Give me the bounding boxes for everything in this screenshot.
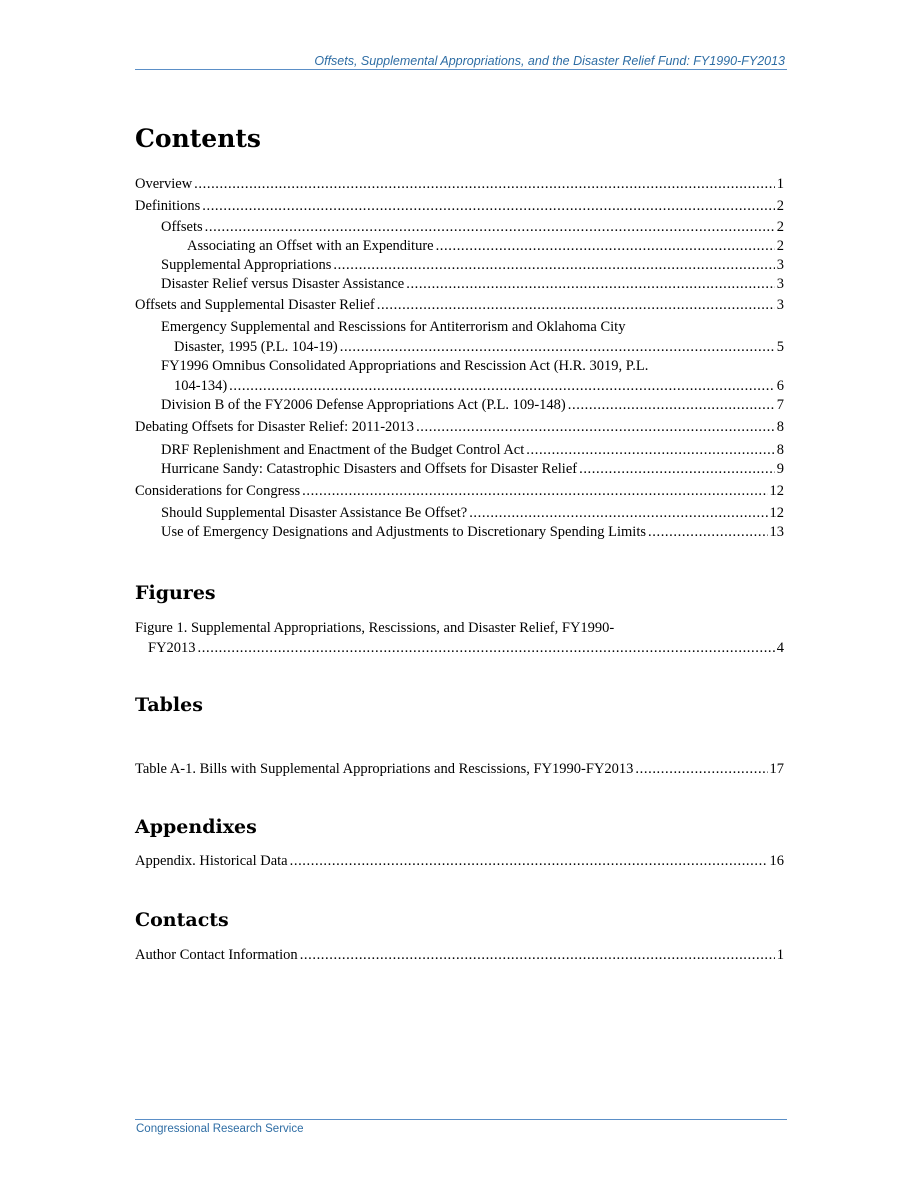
toc-page: 1 bbox=[776, 176, 784, 192]
toc-entry-definitions[interactable] bbox=[135, 196, 784, 217]
contact-entry-author[interactable] bbox=[135, 945, 784, 965]
toc-entry-supplemental-appropriations[interactable] bbox=[135, 255, 784, 274]
toc-entry-offsets[interactable] bbox=[135, 217, 784, 236]
toc-page: 3 bbox=[776, 276, 784, 292]
header-rule bbox=[135, 69, 787, 70]
toc-label: Offsets and Supplemental Disaster Relief bbox=[135, 297, 375, 313]
leader-dots bbox=[333, 255, 774, 275]
toc-label: Author Contact Information bbox=[135, 947, 298, 963]
leader-dots bbox=[198, 638, 775, 658]
toc-page: 3 bbox=[776, 297, 784, 313]
appendix-entry-historical-data[interactable] bbox=[135, 851, 784, 871]
toc-label: Appendix. Historical Data bbox=[135, 853, 288, 869]
toc-entry-division-b-fy2006[interactable] bbox=[135, 395, 784, 417]
contents-list bbox=[135, 174, 784, 542]
toc-page: 2 bbox=[776, 198, 784, 214]
toc-page: 12 bbox=[769, 505, 784, 521]
toc-entry-hurricane-sandy[interactable] bbox=[135, 459, 784, 481]
leader-dots bbox=[194, 174, 775, 194]
toc-label: Offsets bbox=[161, 219, 203, 235]
leader-dots bbox=[648, 522, 767, 542]
toc-label: Hurricane Sandy: Catastrophic Disasters and Offsets for Disaster Relief bbox=[161, 461, 578, 477]
leader-dots bbox=[436, 236, 775, 256]
appendixes-heading: Appendixes bbox=[135, 816, 257, 838]
leader-dots bbox=[526, 440, 774, 460]
leader-dots bbox=[579, 459, 775, 479]
figure-entry-1[interactable] bbox=[135, 618, 784, 658]
appendixes-list bbox=[135, 851, 784, 871]
leader-dots bbox=[568, 395, 775, 415]
leader-dots bbox=[377, 295, 775, 315]
toc-page: 2 bbox=[776, 219, 784, 235]
toc-page: 9 bbox=[776, 461, 784, 477]
contacts-heading: Contacts bbox=[135, 909, 229, 931]
toc-entry-emergency-supplemental-1995[interactable] bbox=[135, 317, 784, 356]
toc-label: DRF Replenishment and Enactment of the Budget Control Act bbox=[161, 442, 525, 458]
toc-entry-emergency-designations[interactable] bbox=[135, 522, 784, 542]
toc-label: Should Supplemental Disaster Assistance Be Offset? bbox=[161, 505, 468, 521]
toc-page: 12 bbox=[769, 483, 784, 499]
toc-entry-associating-offset[interactable] bbox=[135, 236, 784, 255]
toc-label-line2: FY2013 bbox=[148, 640, 196, 656]
figures-list bbox=[135, 618, 784, 658]
contacts-list bbox=[135, 945, 784, 965]
leader-dots bbox=[340, 337, 775, 357]
contents-heading: Contents bbox=[135, 124, 262, 153]
toc-page: 13 bbox=[769, 524, 784, 540]
tables-heading: Tables bbox=[135, 694, 203, 716]
toc-label: Use of Emergency Designations and Adjustments to Discretionary Spending Limits bbox=[161, 524, 647, 540]
toc-page: 7 bbox=[776, 397, 784, 413]
toc-page: 4 bbox=[776, 640, 784, 656]
footer-rule bbox=[135, 1119, 787, 1120]
leader-dots bbox=[635, 759, 767, 779]
leader-dots bbox=[406, 274, 775, 294]
toc-label: Division B of the FY2006 Defense Appropriations Act (P.L. 109-148) bbox=[161, 397, 566, 413]
toc-label: Supplemental Appropriations bbox=[161, 257, 332, 273]
toc-entry-debating-offsets[interactable] bbox=[135, 417, 784, 440]
leader-dots bbox=[290, 851, 768, 871]
toc-page: 2 bbox=[776, 238, 784, 254]
toc-page: 16 bbox=[769, 853, 784, 869]
leader-dots bbox=[300, 945, 775, 965]
toc-label: Debating Offsets for Disaster Relief: 2011-2013 bbox=[135, 419, 415, 435]
toc-page: 3 bbox=[776, 257, 784, 273]
running-header: Offsets, Supplemental Appropriations, and the Disaster Relief Fund: FY1990-FY2013 bbox=[314, 54, 785, 68]
toc-entry-offsets-supplemental-relief[interactable] bbox=[135, 295, 784, 317]
toc-page: 1 bbox=[776, 947, 784, 963]
toc-label-line1: FY1996 Omnibus Consolidated Appropriations and Rescission Act (H.R. 3019, P.L. bbox=[161, 358, 649, 374]
leader-dots bbox=[229, 376, 775, 396]
toc-label: Considerations for Congress bbox=[135, 483, 301, 499]
leader-dots bbox=[302, 481, 767, 501]
toc-label-line1: Figure 1. Supplemental Appropriations, Rescissions, and Disaster Relief, FY1990- bbox=[135, 620, 615, 636]
toc-label-line2: Disaster, 1995 (P.L. 104-19) bbox=[174, 339, 338, 355]
toc-page: 8 bbox=[776, 442, 784, 458]
toc-page: 6 bbox=[776, 378, 784, 394]
leader-dots bbox=[205, 217, 775, 237]
toc-label: Disaster Relief versus Disaster Assistance bbox=[161, 276, 405, 292]
toc-label: Associating an Offset with an Expenditure bbox=[187, 238, 434, 254]
toc-entry-relief-vs-assistance[interactable] bbox=[135, 274, 784, 295]
running-footer: Congressional Research Service bbox=[136, 1123, 304, 1135]
toc-label-line2: 104-134) bbox=[174, 378, 228, 394]
leader-dots bbox=[416, 417, 775, 437]
toc-label: Overview bbox=[135, 176, 193, 192]
toc-page: 5 bbox=[776, 339, 784, 355]
figures-heading: Figures bbox=[135, 582, 216, 604]
leader-dots bbox=[469, 503, 767, 523]
toc-entry-drf-replenishment[interactable] bbox=[135, 440, 784, 459]
toc-label: Definitions bbox=[135, 198, 201, 214]
toc-label-line1: Emergency Supplemental and Rescissions for Antiterrorism and Oklahoma City bbox=[161, 319, 626, 335]
toc-page: 17 bbox=[769, 761, 784, 777]
tables-list bbox=[135, 759, 784, 779]
toc-page: 8 bbox=[776, 419, 784, 435]
table-entry-a1[interactable] bbox=[135, 759, 784, 779]
toc-label: Table A-1. Bills with Supplemental Appropriations and Rescissions, FY1990-FY2013 bbox=[135, 761, 634, 777]
toc-entry-fy1996-omnibus[interactable] bbox=[135, 356, 784, 395]
toc-entry-should-be-offset[interactable] bbox=[135, 503, 784, 522]
toc-entry-considerations[interactable] bbox=[135, 481, 784, 503]
toc-entry-overview[interactable] bbox=[135, 174, 784, 196]
leader-dots bbox=[202, 196, 775, 216]
